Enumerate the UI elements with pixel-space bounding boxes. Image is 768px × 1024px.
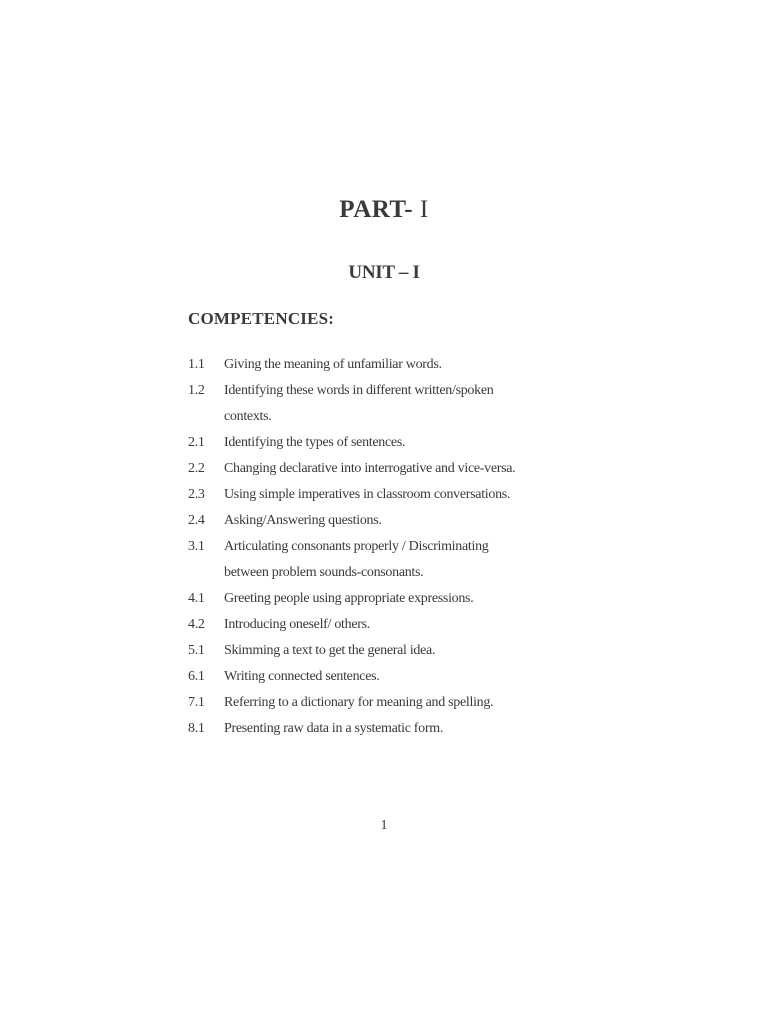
competency-list: [188, 352, 608, 742]
competency-number: 7.1: [188, 695, 205, 710]
competency-text: Presenting raw data in a systematic form.: [224, 721, 444, 736]
competency-number: 4.1: [188, 591, 205, 606]
part-numeral: I: [419, 196, 429, 223]
competency-text: Identifying these words in different written/spoken: [224, 383, 494, 398]
competency-text: Introducing oneself/ others.: [224, 617, 370, 632]
competency-item: [188, 716, 608, 742]
competency-number: [188, 560, 224, 586]
competency-item: [188, 586, 608, 612]
competency-item: [188, 430, 608, 456]
competency-text: between problem sounds-consonants.: [224, 565, 424, 580]
unit-title: UNIT – I: [348, 262, 420, 283]
competency-item: [188, 482, 608, 508]
competency-text: contexts.: [224, 409, 272, 424]
competency-number: 6.1: [188, 669, 205, 684]
part-label: PART-: [339, 196, 414, 223]
competency-number: 5.1: [188, 643, 205, 658]
competency-item: [188, 534, 608, 560]
competency-item: [188, 664, 608, 690]
competency-item: [188, 352, 608, 378]
competency-item: [188, 508, 608, 534]
competency-text: Referring to a dictionary for meaning and spelling.: [224, 695, 494, 710]
competency-item: [188, 612, 608, 638]
competency-item: [188, 690, 608, 716]
competency-number: 2.3: [188, 487, 205, 502]
competency-text: Asking/Answering questions.: [224, 513, 382, 528]
competency-text: Writing connected sentences.: [224, 669, 380, 684]
competency-number: [188, 404, 224, 430]
competency-item: [188, 456, 608, 482]
competency-text: Giving the meaning of unfamiliar words.: [224, 357, 442, 372]
competency-item: [188, 404, 608, 430]
competency-text: Greeting people using appropriate expressions.: [224, 591, 474, 606]
competency-text: Changing declarative into interrogative and vice-versa.: [224, 461, 516, 476]
part-title: [0, 196, 768, 224]
competency-number: 2.1: [188, 435, 205, 450]
competency-number: 8.1: [188, 721, 205, 736]
competency-number: 3.1: [188, 539, 205, 554]
competency-text: Articulating consonants properly / Discriminating: [224, 539, 489, 554]
competency-item: [188, 560, 608, 586]
competencies-heading: COMPETENCIES:: [188, 309, 335, 328]
competency-item: [188, 378, 608, 404]
competency-text: Using simple imperatives in classroom conversations.: [224, 487, 511, 502]
competency-number: 2.4: [188, 513, 205, 528]
competency-number: 4.2: [188, 617, 205, 632]
competency-number: 1.1: [188, 357, 205, 372]
page-number: 1: [380, 818, 388, 833]
competency-item: [188, 638, 608, 664]
competency-number: 2.2: [188, 461, 205, 476]
competency-number: 1.2: [188, 383, 205, 398]
competency-text: Skimming a text to get the general idea.: [224, 643, 436, 658]
competency-text: Identifying the types of sentences.: [224, 435, 406, 450]
